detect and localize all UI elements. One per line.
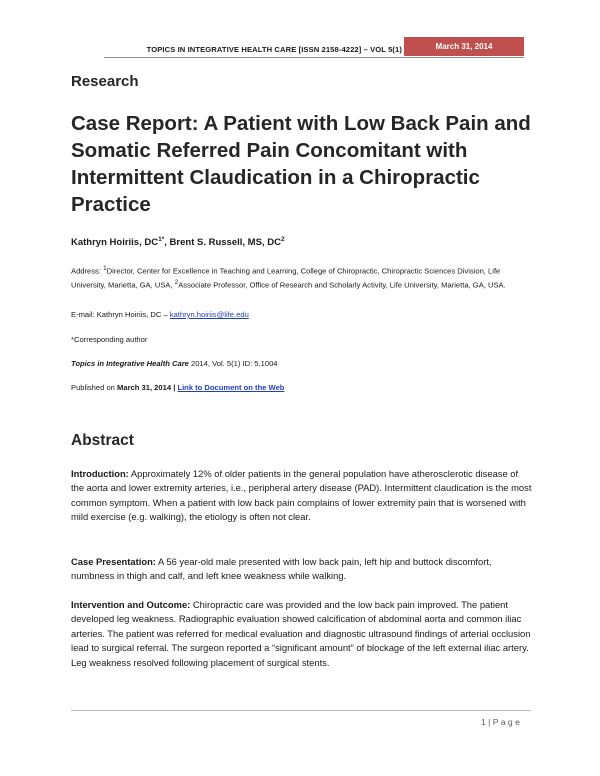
address-sup-1: 1 — [103, 265, 107, 272]
address-label: Address: — [71, 266, 104, 276]
published-line — [71, 382, 284, 393]
address-sup-2: 2 — [174, 278, 179, 286]
address-affiliation-2: Associate Professor, Office of Research and Scholarly Activity, Life University, Marietta, GA, USA. — [178, 280, 506, 290]
author-1: Kathryn Hoiriis, DC — [71, 237, 159, 249]
case-presentation-label: Case Presentation: — [71, 556, 156, 567]
email-link[interactable]: kathryn.hoiriis@life.edu — [169, 310, 249, 319]
author-line — [71, 236, 285, 248]
author-2: Brent S. Russell, MS, DC — [169, 237, 281, 249]
author-separator: , — [164, 237, 170, 249]
corresponding-author-note: *Corresponding author — [71, 335, 148, 344]
author-2-affiliation: 2 — [280, 236, 285, 243]
email-label: E-mail: Kathryn Hoiriis, DC – — [71, 310, 170, 319]
published-prefix: Published on — [71, 383, 118, 392]
introduction-text: Approximately 12% of older patients in the general population have atherosclerotic disease of the aorta and lower extremity arteries, i.e., peripheral artery disease (PAD). Intermittent claudication is the most common symptom. When a patient with low back pain complains of lower extremity pain that is worsened with mild exercise (e.g. walking), the etiology is often not clear. — [71, 468, 532, 523]
running-header-date: March 31, 2014 — [404, 37, 524, 56]
author-1-affiliation: 1* — [158, 236, 165, 243]
introduction-label: Introduction: — [71, 468, 129, 479]
section-label: Research — [71, 73, 139, 90]
published-date: March 31, 2014 — [117, 383, 172, 392]
published-separator: | — [171, 383, 178, 392]
article-title: Case Report: A Patient with Low Back Pain and Somatic Referred Pain Concomitant with Intermittent Claudication in a Chiropractic Practice — [71, 112, 531, 216]
case-presentation-text: A 56 year-old male presented with low back pain, left hip and buttock discomfort, numbness in thigh and calf, and left knee weakness while walking. — [71, 556, 492, 582]
abstract-heading: Abstract — [71, 432, 134, 449]
document-web-link[interactable]: Link to Document on the Web — [177, 383, 285, 392]
email-line — [71, 309, 249, 320]
page-number: 1 — [481, 717, 486, 727]
address-block — [71, 263, 531, 291]
running-header-journal: TOPICS IN INTEGRATIVE HEALTH CARE [ISSN 2158-4222] – VOL 5(1) — [146, 45, 402, 54]
citation-journal: Topics in Integrative Health Care — [71, 359, 189, 368]
footer-divider — [71, 710, 531, 711]
citation-line — [71, 358, 278, 369]
intervention-text: Chiropractic care was provided and the low back pain improved. The patient developed leg weakness. Radiographic evaluation showed calcification of abdominal aorta and common iliac arteries. The patient was referred for medical evaluation and diagnostic ultrasound findings of arterial occlusion lead to surgical referral. The surgeon reported a “significant amount” of blockage of the left external iliac artery. Leg weakness resolved following placement of surgical stents. — [71, 599, 531, 668]
abstract-introduction — [71, 467, 533, 525]
citation-details: 2014, Vol. 5(1) ID: 5.1004 — [188, 359, 278, 368]
header-divider — [104, 57, 524, 58]
abstract-case-presentation — [71, 555, 533, 584]
abstract-intervention-outcome — [71, 598, 533, 670]
page-footer — [481, 717, 520, 727]
page-label: P a g e — [492, 717, 520, 727]
footer-separator: | — [485, 717, 493, 727]
intervention-label: Intervention and Outcome: — [71, 599, 191, 610]
address-affiliation-1: Director, Center for Excellence in Teaching and Learning, College of Chiropractic, Chiropractic Sciences Division, Life University, Marietta, GA, USA, — [71, 266, 501, 290]
